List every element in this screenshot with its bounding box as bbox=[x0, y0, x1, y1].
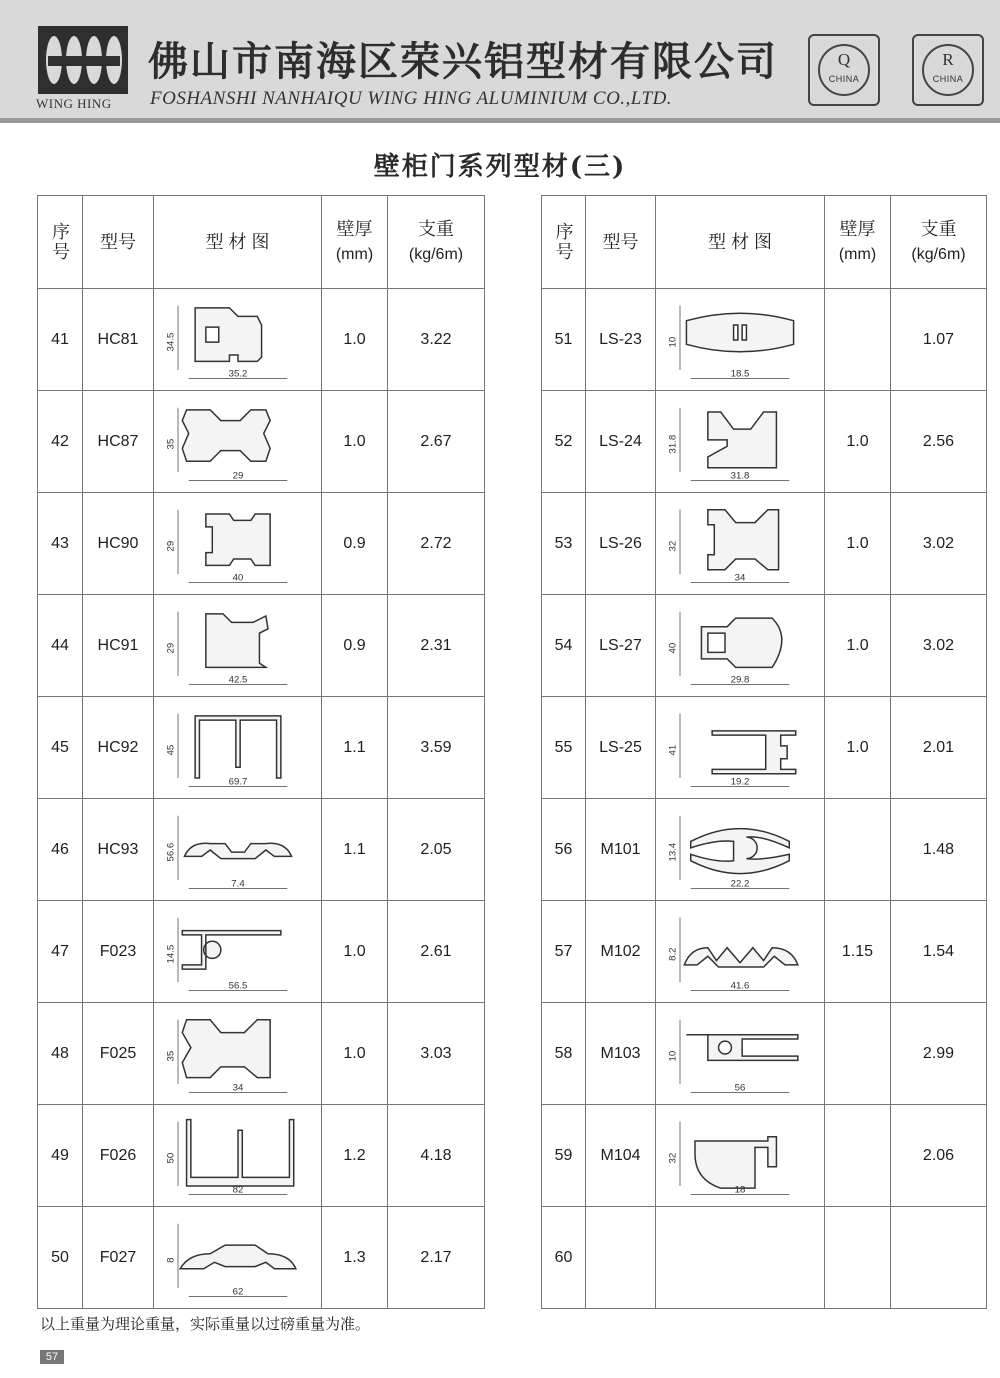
dimension-label-a: 8 bbox=[165, 1256, 177, 1263]
header-model: 型号 bbox=[586, 196, 656, 289]
unit-weight: 3.02 bbox=[891, 595, 987, 697]
dimension-label-b: 34 bbox=[734, 571, 746, 583]
wall-thickness: 1.0 bbox=[322, 901, 388, 1003]
table-row bbox=[38, 799, 485, 901]
dimension-label-b: 82 bbox=[232, 1183, 243, 1195]
model-code: LS-26 bbox=[586, 493, 656, 595]
table-row bbox=[542, 289, 987, 391]
profile-figure bbox=[154, 595, 322, 697]
wall-thickness bbox=[825, 1105, 891, 1207]
profile-drawing bbox=[665, 1111, 815, 1201]
table-header-row bbox=[542, 196, 987, 289]
wall-thickness bbox=[825, 1003, 891, 1105]
page-number: 57 bbox=[40, 1350, 64, 1364]
row-number: 54 bbox=[542, 595, 586, 697]
model-code: LS-27 bbox=[586, 595, 656, 697]
unit-weight: 3.22 bbox=[388, 289, 485, 391]
dimension-label-b: 35.2 bbox=[228, 367, 247, 379]
q-certification-mark: Q CHINA bbox=[808, 34, 880, 106]
profile-figure bbox=[656, 1105, 825, 1207]
wall-thickness: 1.0 bbox=[825, 595, 891, 697]
table-row bbox=[542, 901, 987, 1003]
wall-thickness: 1.3 bbox=[322, 1207, 388, 1309]
profile-figure bbox=[656, 697, 825, 799]
unit-weight: 2.67 bbox=[388, 391, 485, 493]
row-number: 52 bbox=[542, 391, 586, 493]
unit-weight: 2.06 bbox=[891, 1105, 987, 1207]
dimension-label-a: 31.8 bbox=[667, 434, 679, 454]
row-number: 44 bbox=[38, 595, 83, 697]
header-rule bbox=[0, 118, 1000, 123]
dimension-label-a: 35 bbox=[165, 438, 177, 450]
profile-figure bbox=[154, 493, 322, 595]
unit-weight: 2.99 bbox=[891, 1003, 987, 1105]
row-number: 47 bbox=[38, 901, 83, 1003]
profile-drawing bbox=[665, 805, 815, 895]
wall-thickness bbox=[825, 1207, 891, 1309]
dimension-label-a: 10 bbox=[667, 336, 679, 348]
model-code: HC90 bbox=[83, 493, 154, 595]
profile-figure bbox=[154, 901, 322, 1003]
dimension-label-b: 19.2 bbox=[730, 775, 750, 787]
dimension-label-b: 22.2 bbox=[730, 877, 750, 889]
table-row bbox=[542, 1105, 987, 1207]
profile-drawing bbox=[665, 397, 815, 487]
model-code: HC87 bbox=[83, 391, 154, 493]
model-code bbox=[586, 1207, 656, 1309]
company-chinese-name: 佛山市南海区荣兴铝型材有限公司 bbox=[148, 38, 778, 85]
unit-weight: 1.07 bbox=[891, 289, 987, 391]
dimension-label-a: 14.5 bbox=[165, 944, 177, 964]
profile-figure bbox=[656, 493, 825, 595]
dimension-label-b: 40 bbox=[232, 571, 243, 583]
company-english-name: FOSHANSHI NANHAIQU WING HING ALUMINIUM CO.,LTD. bbox=[150, 88, 673, 109]
wall-thickness bbox=[825, 799, 891, 901]
table-row bbox=[542, 697, 987, 799]
header-figure: 型 材 图 bbox=[154, 196, 322, 289]
page-title: 壁柜门系列型材(三) bbox=[373, 152, 627, 182]
model-code: LS-23 bbox=[586, 289, 656, 391]
profile-figure bbox=[656, 901, 825, 1003]
table-header-row bbox=[38, 196, 485, 289]
unit-weight: 2.56 bbox=[891, 391, 987, 493]
model-code: F023 bbox=[83, 901, 154, 1003]
profile-drawing bbox=[665, 295, 815, 385]
model-code: F025 bbox=[83, 1003, 154, 1105]
dimension-label-b: 18.5 bbox=[730, 367, 750, 379]
table-row bbox=[38, 901, 485, 1003]
row-number: 55 bbox=[542, 697, 586, 799]
model-code: LS-24 bbox=[586, 391, 656, 493]
logo-wordmark: WING HING bbox=[36, 96, 112, 111]
profile-figure bbox=[656, 1207, 825, 1309]
model-code: HC92 bbox=[83, 697, 154, 799]
wall-thickness: 1.15 bbox=[825, 901, 891, 1003]
table-row bbox=[38, 595, 485, 697]
row-number: 46 bbox=[38, 799, 83, 901]
profile-figure bbox=[154, 799, 322, 901]
dimension-label-b: 69.7 bbox=[228, 775, 247, 787]
table-row bbox=[38, 289, 485, 391]
unit-weight: 1.54 bbox=[891, 901, 987, 1003]
dimension-label-a: 8.2 bbox=[667, 946, 679, 961]
profile-figure bbox=[656, 595, 825, 697]
profile-table-left bbox=[37, 195, 485, 1309]
row-number: 48 bbox=[38, 1003, 83, 1105]
r-certification-mark: R CHINA bbox=[912, 34, 984, 106]
dimension-label-b: 41.6 bbox=[730, 979, 750, 991]
wall-thickness: 1.1 bbox=[322, 799, 388, 901]
unit-weight: 3.59 bbox=[388, 697, 485, 799]
model-code: HC93 bbox=[83, 799, 154, 901]
unit-weight bbox=[891, 1207, 987, 1309]
profile-drawing bbox=[163, 907, 313, 997]
model-code: HC81 bbox=[83, 289, 154, 391]
unit-weight: 3.02 bbox=[891, 493, 987, 595]
table-row bbox=[542, 799, 987, 901]
profile-table-right bbox=[541, 195, 987, 1309]
table-row bbox=[38, 697, 485, 799]
wall-thickness: 1.0 bbox=[825, 391, 891, 493]
unit-weight: 2.05 bbox=[388, 799, 485, 901]
header-model: 型号 bbox=[83, 196, 154, 289]
dimension-label-a: 41 bbox=[667, 744, 679, 756]
dimension-label-a: 32 bbox=[667, 1152, 679, 1164]
header-figure: 型 材 图 bbox=[656, 196, 825, 289]
row-number: 57 bbox=[542, 901, 586, 1003]
table-row bbox=[542, 493, 987, 595]
dimension-label-a: 34.5 bbox=[165, 332, 177, 352]
header-thickness: 壁厚 (mm) bbox=[322, 196, 388, 289]
row-number: 59 bbox=[542, 1105, 586, 1207]
dimension-label-b: 42.5 bbox=[228, 673, 247, 685]
model-code: F026 bbox=[83, 1105, 154, 1207]
row-number: 56 bbox=[542, 799, 586, 901]
wall-thickness bbox=[825, 289, 891, 391]
model-code: M104 bbox=[586, 1105, 656, 1207]
model-code: F027 bbox=[83, 1207, 154, 1309]
wall-thickness: 0.9 bbox=[322, 595, 388, 697]
dimension-label-b: 56 bbox=[734, 1081, 746, 1093]
profile-figure bbox=[154, 697, 322, 799]
table-row bbox=[38, 1105, 485, 1207]
dimension-label-b: 18 bbox=[734, 1183, 746, 1195]
header-no: 序号 bbox=[542, 196, 586, 289]
row-number: 45 bbox=[38, 697, 83, 799]
profile-figure bbox=[656, 1003, 825, 1105]
unit-weight: 2.17 bbox=[388, 1207, 485, 1309]
row-number: 51 bbox=[542, 289, 586, 391]
wall-thickness: 1.2 bbox=[322, 1105, 388, 1207]
profile-drawing bbox=[163, 703, 313, 793]
dimension-label-b: 29.8 bbox=[730, 673, 750, 685]
profile-figure bbox=[656, 289, 825, 391]
wall-thickness: 1.0 bbox=[322, 289, 388, 391]
dimension-label-a: 56.6 bbox=[165, 842, 177, 862]
dimension-label-a: 40 bbox=[667, 642, 679, 654]
company-header bbox=[0, 0, 1000, 118]
profile-figure bbox=[656, 391, 825, 493]
profile-drawing bbox=[163, 295, 313, 385]
profile-drawing bbox=[163, 1213, 313, 1303]
dimension-label-b: 31.8 bbox=[730, 469, 750, 481]
profile-drawing bbox=[163, 397, 313, 487]
footer-note: 以上重量为理论重量，实际重量以过磅重量为准。 bbox=[40, 1316, 371, 1333]
row-number: 50 bbox=[38, 1207, 83, 1309]
profile-drawing bbox=[163, 499, 313, 589]
table-row bbox=[542, 391, 987, 493]
dimension-label-a: 13.4 bbox=[667, 842, 679, 862]
profile-figure bbox=[154, 1003, 322, 1105]
model-code: M103 bbox=[586, 1003, 656, 1105]
wall-thickness: 1.0 bbox=[322, 391, 388, 493]
unit-weight: 2.61 bbox=[388, 901, 485, 1003]
row-number: 42 bbox=[38, 391, 83, 493]
profile-drawing bbox=[665, 703, 815, 793]
unit-weight: 2.01 bbox=[891, 697, 987, 799]
header-thickness: 壁厚 (mm) bbox=[825, 196, 891, 289]
unit-weight: 3.03 bbox=[388, 1003, 485, 1105]
table-row bbox=[542, 1003, 987, 1105]
row-number: 41 bbox=[38, 289, 83, 391]
dimension-label-a: 50 bbox=[165, 1152, 177, 1164]
profile-drawing bbox=[665, 907, 815, 997]
profile-drawing bbox=[665, 601, 815, 691]
model-code: LS-25 bbox=[586, 697, 656, 799]
wall-thickness: 1.0 bbox=[825, 697, 891, 799]
dimension-label-b: 62 bbox=[232, 1285, 243, 1297]
row-number: 49 bbox=[38, 1105, 83, 1207]
unit-weight: 2.31 bbox=[388, 595, 485, 697]
dimension-label-b: 56.5 bbox=[228, 979, 247, 991]
profile-figure bbox=[154, 1105, 322, 1207]
profile-figure bbox=[154, 391, 322, 493]
profile-drawing bbox=[163, 1009, 313, 1099]
unit-weight: 1.48 bbox=[891, 799, 987, 901]
dimension-label-a: 29 bbox=[165, 540, 177, 552]
header-weight: 支重 (kg/6m) bbox=[388, 196, 485, 289]
table-row bbox=[38, 493, 485, 595]
unit-weight: 2.72 bbox=[388, 493, 485, 595]
profile-drawing bbox=[665, 1009, 815, 1099]
dimension-label-b: 7.4 bbox=[230, 877, 245, 889]
wall-thickness: 0.9 bbox=[322, 493, 388, 595]
profile-figure bbox=[154, 1207, 322, 1309]
profile-figure bbox=[154, 289, 322, 391]
profile-drawing bbox=[163, 805, 313, 895]
dimension-label-a: 45 bbox=[165, 744, 177, 756]
row-number: 53 bbox=[542, 493, 586, 595]
row-number: 58 bbox=[542, 1003, 586, 1105]
profile-drawing bbox=[163, 601, 313, 691]
dimension-label-b: 34 bbox=[232, 1081, 243, 1093]
table-row bbox=[542, 595, 987, 697]
profile-drawing bbox=[163, 1111, 313, 1201]
wall-thickness: 1.0 bbox=[322, 1003, 388, 1105]
table-row bbox=[38, 1003, 485, 1105]
company-logo bbox=[38, 26, 128, 94]
dimension-label-a: 35 bbox=[165, 1050, 177, 1062]
row-number: 60 bbox=[542, 1207, 586, 1309]
dimension-label-a: 10 bbox=[667, 1050, 679, 1062]
profile-figure bbox=[656, 799, 825, 901]
dimension-label-a: 29 bbox=[165, 642, 177, 654]
model-code: M102 bbox=[586, 901, 656, 1003]
table-row bbox=[38, 391, 485, 493]
header-no: 序号 bbox=[38, 196, 83, 289]
header-weight: 支重 (kg/6m) bbox=[891, 196, 987, 289]
dimension-label-a: 32 bbox=[667, 540, 679, 552]
wall-thickness: 1.0 bbox=[825, 493, 891, 595]
row-number: 43 bbox=[38, 493, 83, 595]
table-row bbox=[542, 1207, 987, 1309]
table-row bbox=[38, 1207, 485, 1309]
wall-thickness: 1.1 bbox=[322, 697, 388, 799]
profile-drawing bbox=[665, 499, 815, 589]
unit-weight: 4.18 bbox=[388, 1105, 485, 1207]
model-code: HC91 bbox=[83, 595, 154, 697]
dimension-label-b: 29 bbox=[232, 469, 243, 481]
model-code: M101 bbox=[586, 799, 656, 901]
